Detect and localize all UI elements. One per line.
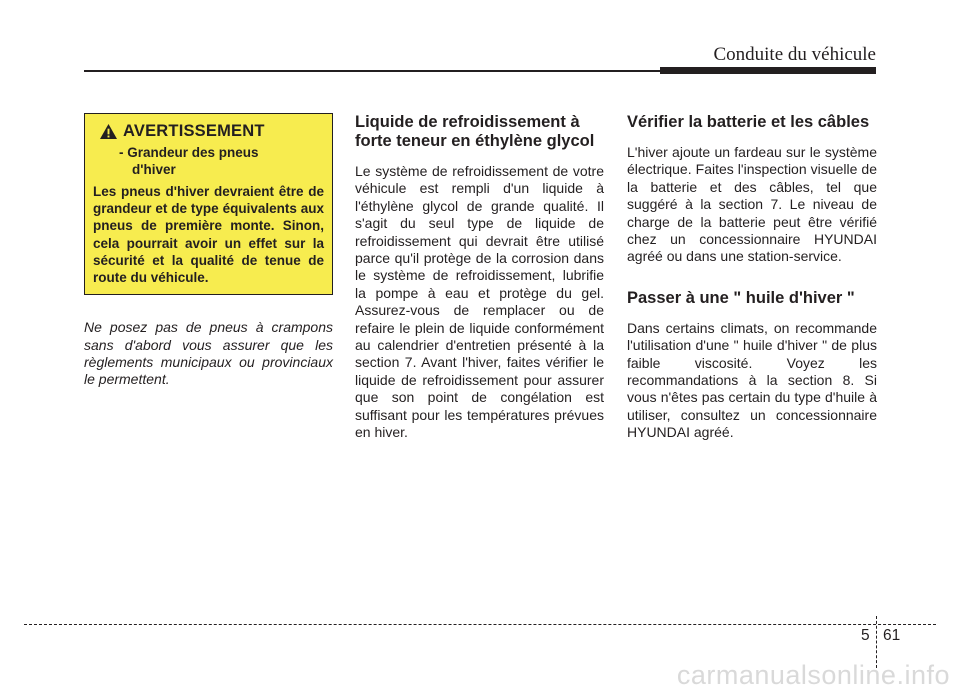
warning-body: Les pneus d'hiver devraient être de grandeur et de type équivalents aux pneus de première monte. Sinon, cela pourrait avoir un effet sur la sécurité et la qualité de tenue de route du véhicule.	[93, 184, 324, 286]
header-title: Conduite du véhicule	[713, 44, 876, 65]
oil-body: Dans certains climats, on recommande l'utilisation d'une " huile d'hiver " de plus faible viscosité. Voyez les recommandations à la section 8. Si vous n'êtes pas certain du type d'huile à utiliser, consultez un concessionnaire HYUNDAI agréé.	[627, 319, 877, 441]
winter-tire-note: Ne posez pas de pneus à crampons sans d'abord vous assurer que les règlements municipaux ou provinciaux le permettent.	[84, 319, 333, 388]
oil-heading: Passer à une " huile d'hiver "	[627, 288, 855, 307]
warning-subtitle-line1: - Grandeur des pneus	[119, 145, 259, 160]
header-rule-thin	[84, 70, 660, 72]
column-right	[627, 113, 877, 442]
warning-subtitle-line2: d'hiver	[132, 162, 176, 177]
coolant-body: Le système de refroidissement de votre véhicule est rempli d'un liquide à l'éthylène glycol de grande qualité. Il s'agit du seul type de liquide de refroidissement qui devrait être utilisé parce qu'il protège de la corrosion dans le système de refroidissement, lubrifie la pompe à eau et protège du gel. Assurez-vous de remplacer ou de refaire le plein de liquide conformément au calendrier d'entretien présenté à la section 7. Avant l'hiver, faites vérifier le liquide de refroidissement pour assurer que son point de congélation est suffisant pour les températures prévues en hiver.	[355, 163, 604, 441]
warning-title: AVERTISSEMENT	[123, 122, 265, 140]
coolant-heading: Liquide de refroidissement à forte teneur en éthylène glycol	[355, 113, 595, 150]
battery-body: L'hiver ajoute un fardeau sur le système électrique. Faites l'inspection visuelle de la batterie et des câbles, tel que suggéré à la section 7. Le niveau de charge de la batterie peut être vérifié chez un concessionnaire HYUNDAI agréé ou dans une station-service.	[627, 144, 877, 265]
page-number: 61	[883, 627, 901, 644]
warning-box	[84, 113, 333, 295]
warning-triangle-icon	[99, 123, 118, 140]
warning-header	[93, 122, 324, 141]
chapter-number: 5	[861, 627, 870, 644]
battery-heading: Vérifier la batterie et les câbles	[627, 113, 870, 131]
column-middle	[355, 113, 604, 442]
footer-dashed-rule	[24, 624, 936, 625]
header-rule-thick	[660, 67, 876, 74]
column-left	[84, 113, 333, 389]
warning-subtitle	[119, 144, 324, 178]
watermark: carmanualsonline.info	[676, 660, 950, 690]
